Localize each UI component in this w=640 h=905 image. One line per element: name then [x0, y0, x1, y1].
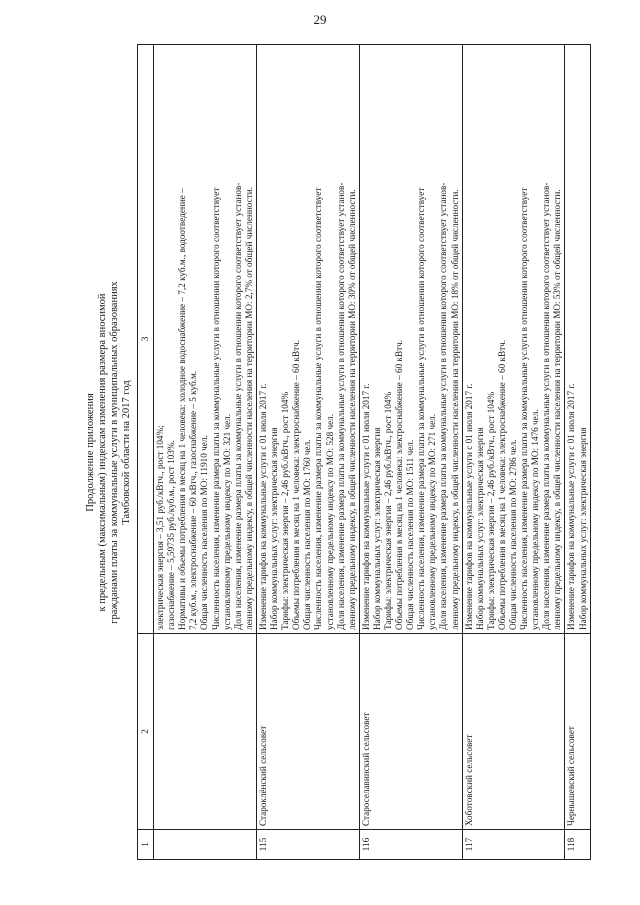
- description-line: Численность населения, изменение размера платы за коммунальные услуги в отношении которого соответствует: [210, 187, 221, 630]
- table-row: [462, 45, 565, 860]
- description-line: Численность населения, изменение размера платы за коммунальные услуги в отношении которого соответствует: [416, 187, 427, 630]
- description-line: газоснабжение – 5,59735 руб./куб.м., рост 103%.: [166, 440, 177, 630]
- description-line: установленному предельному индексу по МО: 271 чел.: [427, 413, 438, 630]
- description-line: ленному предельному индексу, в общей численности населения на территории МО: 53% от общей численности.: [552, 189, 563, 630]
- description-line: Изменение тарифов на коммунальные услуги с 01 июля 2017 г.: [360, 383, 371, 630]
- description-line: Общая численность населения по МО: 2786 чел.: [508, 439, 518, 630]
- heading-line: Тамбовской области на 2017 год: [121, 380, 132, 525]
- description-line: Тарифы: электрическая энергия – 2,46 руб./кВтч., рост 104%: [485, 391, 496, 630]
- tariff-description: [462, 45, 565, 634]
- description-line: Доля населения, изменение размера платы за коммунальные услуги в отношении которого соответствует установ-: [541, 182, 552, 630]
- description-line: Набор коммунальных услуг: электрическая энергия: [269, 427, 280, 630]
- row-number: [154, 830, 257, 860]
- description-line: Изменение тарифов на коммунальные услуги с 01 июля 2017 г.: [463, 383, 474, 630]
- tariff-description: [359, 45, 462, 634]
- header-col-1: 1: [138, 830, 154, 860]
- description-line: Доля населения, изменение размера платы за коммунальные услуги в отношении которого соответствует установ-: [232, 182, 243, 630]
- description-line: ленному предельному индексу, в общей численности населения на территории МО: 18% от общей численности.: [449, 189, 460, 630]
- table-row: [565, 45, 590, 860]
- description-line: Численность населения, изменение размера платы за коммунальные услуги в отношении которого соответствует: [519, 187, 530, 630]
- description-line: Изменение тарифов на коммунальные услуги с 01 июля 2017 г.: [257, 383, 268, 630]
- description-line: Нормативы и объемы потребления в месяц на 1 человека: холодное водоснабжение – 7,2 куб.м., водоотведение –: [177, 188, 188, 630]
- description-line: Общая численность населения по МО: 1511 чел.: [405, 439, 416, 630]
- heading-line: Продолжение приложения: [85, 393, 96, 512]
- description-line: установленному предельному индексу по МО: 1476 чел.: [530, 409, 541, 630]
- description-line: ленному предельному индексу, в общей численности населения на территории МО: 2,7% от общей численности.: [243, 187, 254, 630]
- description-line: Доля населения, изменение размера платы за коммунальные услуги в отношении которого соответствует установ-: [335, 182, 346, 630]
- description-line: Общая численность населения по МО: 1760 чел.: [302, 439, 313, 630]
- municipality-name: Чернышевский сельсовет: [565, 634, 590, 830]
- description-line: электрическая энергия – 3,51 руб./кВтч., рост 104%;: [155, 425, 166, 630]
- row-number: 115: [256, 830, 359, 860]
- municipality-name: Староклёнский сельсовет: [256, 634, 359, 830]
- description-line: Тарифы: электрическая энергия – 2,46 руб./кВтч., рост 104%: [382, 391, 393, 630]
- description-line: Объемы потребления в месяц на 1 человека: электроснабжение – 60 кВтч.: [291, 339, 302, 630]
- municipality-name: [154, 634, 257, 830]
- table-row: [154, 45, 257, 860]
- page-number: 29: [313, 12, 327, 27]
- heading-line: к предельным (максимальным) индексам изменения размера вносимой: [97, 293, 108, 612]
- description-line: Набор коммунальных услуг: электрическая энергия: [577, 427, 588, 630]
- description-line: 7,2 куб.м., электроснабжение – 60 кВтч., газоснабжение – 5 куб.м.: [188, 370, 199, 630]
- row-number: 116: [359, 830, 462, 860]
- description-line: Тарифы: электрическая энергия – 2,46 руб./кВтч., рост 104%: [280, 391, 291, 630]
- row-number: 117: [462, 830, 565, 860]
- description-line: Объемы потребления в месяц на 1 человека: электроснабжение – 60 кВтч.: [496, 339, 507, 630]
- row-number: 118: [565, 830, 590, 860]
- table-row: [256, 45, 359, 860]
- heading-line: гражданами платы за коммунальные услуги в муниципальных образованиях: [109, 281, 120, 624]
- tariff-description: [154, 45, 257, 634]
- table-header-row: [138, 45, 154, 860]
- description-line: Изменение тарифов на коммунальные услуги с 01 июля 2017 г.: [566, 383, 577, 630]
- description-line: установленному предельному индексу по МО: 321 чел.: [221, 413, 232, 630]
- municipality-name: Староселавинский сельсовет: [359, 634, 462, 830]
- description-line: Объемы потребления в месяц на 1 человека: электроснабжение – 60 кВтч.: [394, 339, 405, 630]
- header-col-3: 3: [138, 45, 154, 634]
- description-line: Набор коммунальных услуг: электрическая энергия: [474, 427, 485, 630]
- description-line: ленному предельному индексу, в общей численности населения на территории МО: 30% от общей численности.: [346, 189, 357, 630]
- description-line: Набор коммунальных услуг: электрическая энергия: [371, 427, 382, 630]
- description-line: Общая численность населения по МО: 11910 чел.: [199, 435, 210, 630]
- description-line: Доля населения, изменение размера платы за коммунальные услуги в отношении которого соответствует установ-: [438, 182, 449, 630]
- description-line: Численность населения, изменение размера платы за коммунальные услуги в отношении которого соответствует: [313, 187, 324, 630]
- header-col-2: 2: [138, 634, 154, 830]
- table-body: [154, 45, 591, 860]
- tariff-description: [256, 45, 359, 634]
- appendix-heading: [85, 45, 133, 860]
- tariff-description: [565, 45, 590, 634]
- indices-table: [137, 44, 591, 860]
- description-line: установленному предельному индексу по МО: 528 чел.: [324, 413, 335, 630]
- table-row: [359, 45, 462, 860]
- municipality-name: Хоботовский сельсовет: [462, 634, 565, 830]
- rotated-sheet: [85, 45, 588, 860]
